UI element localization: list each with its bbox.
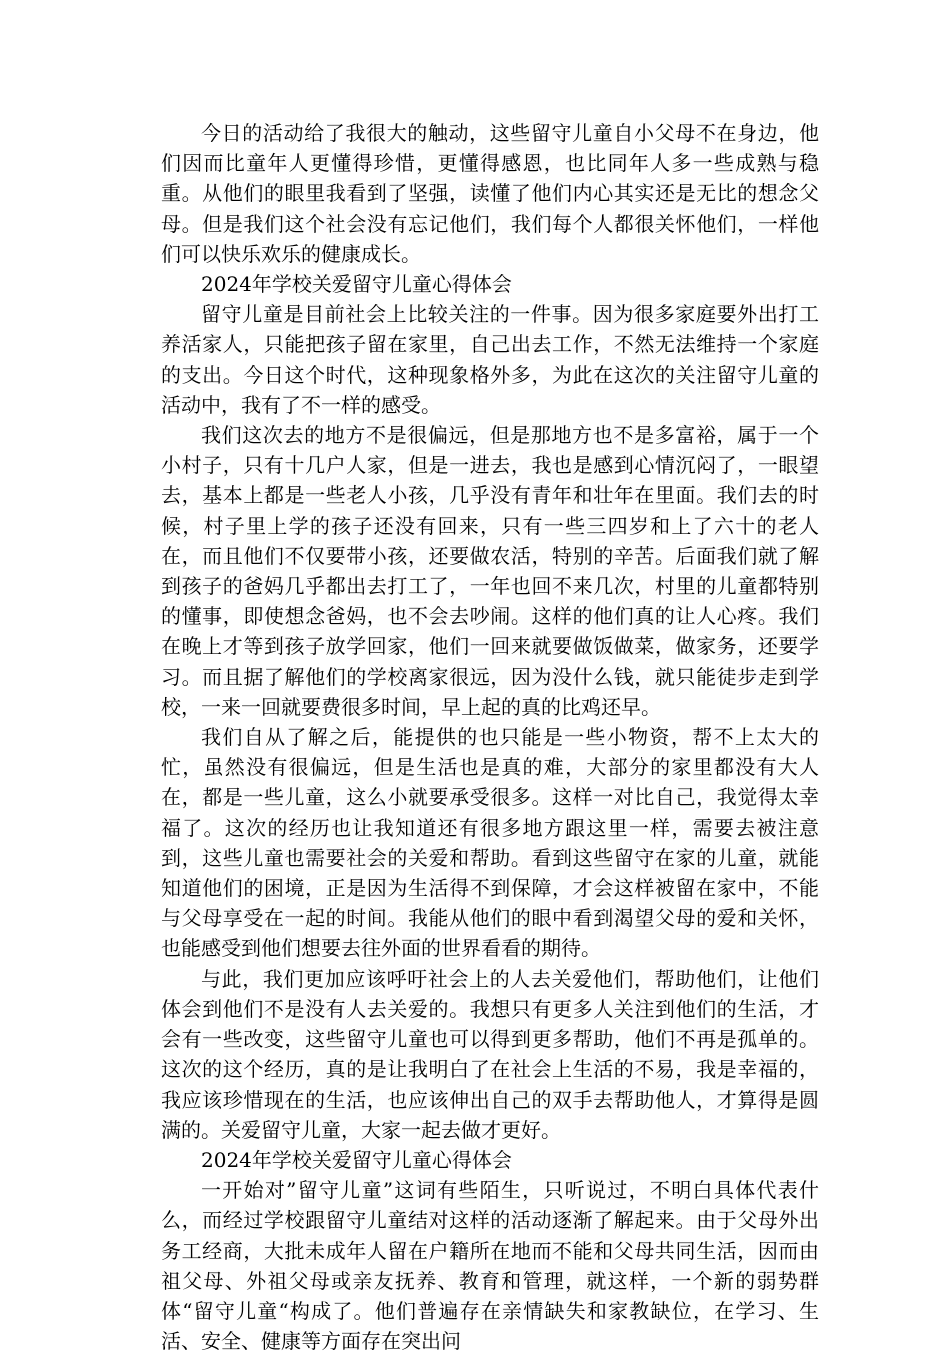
paragraph: 今日的活动给了我很大的触动，这些留守儿童自小父母不在身边，他们因而比童年人更懂得珍惜，更懂得感恩，也比同年人多一些成熟与稳重。从他们的眼里我看到了坚强，读懂了他们内心其实还是无比的想念父母。但是我们这个社会没有忘记他们，我们每个人都很关怀他们，一样他们可以快乐欢乐的健康成长。 [161, 121, 819, 266]
paragraph: 与此，我们更加应该呼吁社会上的人去关爱他们，帮助他们，让他们体会到他们不是没有人去关爱的。我想只有更多人关注到他们的生活，才会有一些改变，这些留守儿童也可以得到更多帮助，他们不再是孤单的。这次的这个经历，真的是让我明白了在社会上生活的不易，我是幸福的，我应该珍惜现在的生活，也应该伸出自己的双手去帮助他人，才算得是圆满的。关爱留守儿童，大家一起去做才更好。 [161, 966, 819, 1142]
paragraph: 我们这次去的地方不是很偏远，但是那地方也不是多富裕，属于一个小村子，只有十几户人家，但是一进去，我也是感到心情沉闷了，一眼望去，基本上都是一些老人小孩，几乎没有青年和壮年在里面。我们去的时候，村子里上学的孩子还没有回来，只有一些三四岁和上了六十的老人在，而且他们不仅要带小孩，还要做农活，特别的辛苦。后面我们就了解到孩子的爸妈几乎都出去打工了，一年也回不来几次，村里的儿童都特别的懂事，即使想念爸妈，也不会去吵闹。这样的他们真的让人心疼。我们在晚上才等到孩子放学回家，他们一回来就要做饭做菜，做家务，还要学习。而且据了解他们的学校离家很远，因为没什么钱，就只能徒步走到学校，一来一回就要费很多时间，早上起的真的比鸡还早。 [161, 423, 819, 719]
section-heading: 2024年学校关爱留守儿童心得体会 [201, 1147, 512, 1172]
section-heading: 2024年学校关爱留守儿童心得体会 [201, 272, 512, 297]
paragraph: 留守儿童是目前社会上比较关注的一件事。因为很多家庭要外出打工养活家人，只能把孩子留在家里，自己出去工作，不然无法维持一个家庭的支出。今日这个时代，这种现象格外多，为此在这次的关注留守儿童的活动中，我有了不一样的感受。 [161, 302, 819, 417]
document-page [161, 118, 819, 1356]
paragraph: 我们自从了解之后，能提供的也只能是一些小物资，帮不上太大的忙，虽然没有很偏远，但是生活也是真的难，大部分的家里都没有大人在，都是一些儿童，这么小就要承受很多。这样一对比自己，我觉得太幸福了。这次的经历也让我知道还有很多地方跟这里一样，需要去被注意到，这些儿童也需要社会的关爱和帮助。看到这些留守在家的儿童，就能知道他们的困境，正是因为生活得不到保障，才会这样被留在家中，不能与父母享受在一起的时间。我能从他们的眼中看到渴望父母的爱和关怀，也能感受到他们想要去往外面的世界看看的期待。 [161, 725, 819, 961]
paragraph: 一开始对”留守儿童”这词有些陌生，只听说过，不明白具体代表什么，而经过学校跟留守儿童结对这样的活动逐渐了解起来。由于父母外出务工经商，大批未成年人留在户籍所在地而不能和父母共同生活，因而由祖父母、外祖父母或亲友抚养、教育和管理，就这样，一个新的弱势群体“留守儿童“构成了。他们普遍存在亲情缺失和家教缺位，在学习、生活、安全、健康等方面存在突出问 [161, 1178, 819, 1354]
